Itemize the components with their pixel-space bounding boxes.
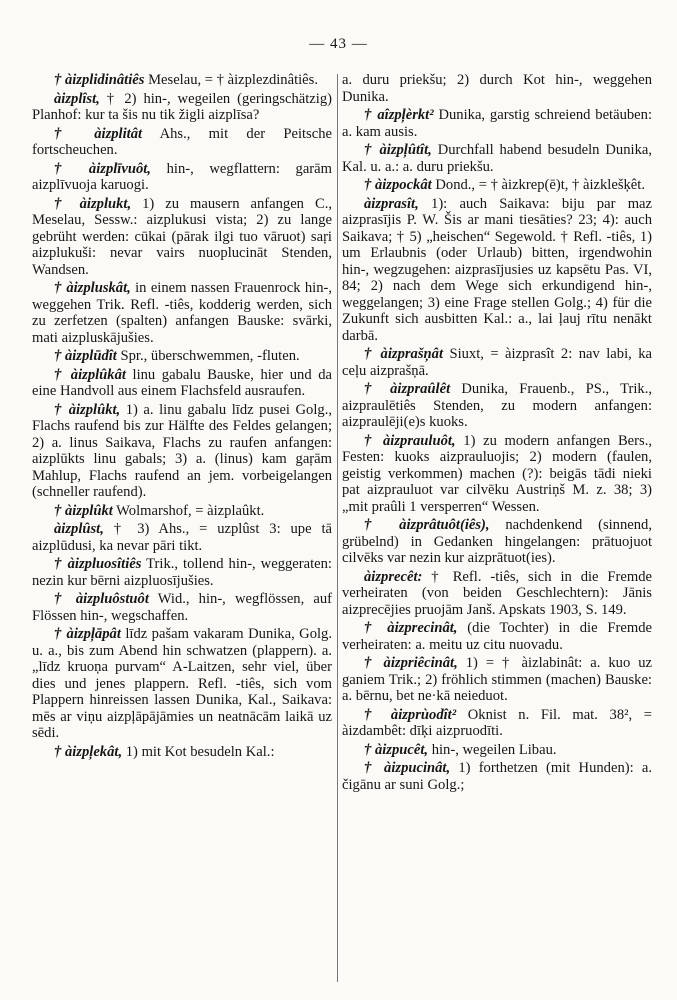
entry-headword: † àizplūdît — [54, 348, 117, 364]
dictionary-entry — [342, 381, 652, 431]
right-column — [342, 72, 652, 992]
entry-headword: † àizpockât — [364, 177, 432, 193]
dictionary-entry — [32, 196, 332, 279]
entry-text: Dond., = † àizkrep(ē)t, † àizklešķêt. — [431, 177, 645, 193]
dictionary-entry — [32, 126, 332, 159]
dictionary-entry — [342, 196, 652, 345]
dictionary-entry — [342, 760, 652, 793]
entry-headword: † àizpluôstuôt — [54, 591, 149, 607]
entry-text: linu gabalu Bauske, hier und da eine Handvoll aus einem Flachsfeld ausraufen. — [32, 366, 332, 399]
entry-headword: àizprasît, — [364, 195, 419, 212]
dictionary-entry — [32, 556, 332, 589]
entry-headword: àizplîst, — [54, 90, 100, 107]
dictionary-entry — [342, 177, 652, 194]
dictionary-entry — [32, 402, 332, 501]
entry-headword: † àizplûkt — [54, 502, 113, 519]
entry-text: līdz pašam vakaram Dunika, Golg. u. a., bis zum Abend hin schwatzen (plappern). a. „līdz kruoņa purvam“ A-Laitzen, sehr viel, über dies und jenes plappern. Refl. -tiês, sich vom Plappern hinreissen lassen Dunika, Kal., Saikava: mēs ar viņu aizpļāpājāmies un neatnācām laikā uz sēdi. — [32, 626, 332, 741]
entry-headword: † àizplûkt, — [54, 401, 121, 418]
entry-headword: † àizplûkât — [54, 366, 126, 383]
dictionary-entry — [32, 626, 332, 742]
entry-headword: † aîzpļèrkt² — [364, 107, 434, 123]
entry-text: 1) zu mausern anfangen C., Meselau, Sessw.: aizplukusi vista; 2) zu lange gebrüht werden: cūkai (pārak ilgi tuo vāruot) saŗi aizplukuši: nevar vairs nuoplucināt Stenden, Wandsen. — [32, 195, 332, 278]
entry-text: hin-, wegflattern: garām aizplīvuoja karuogi. — [32, 160, 332, 193]
entry-headword: † àizpluskât, — [54, 280, 131, 296]
dictionary-entry — [342, 142, 652, 175]
entry-text: Trik., tollend hin-, weggeraten: nezin kur bērni aizpluosījušies. — [32, 556, 332, 589]
entry-headword: † àizplīvuôt, — [54, 160, 151, 177]
dictionary-entry — [342, 517, 652, 567]
entry-text: Ahs., mit der Peitsche fortscheuchen. — [32, 125, 332, 158]
left-column — [32, 72, 332, 992]
entry-headword: † àizpļekât, — [54, 743, 123, 760]
dictionary-entry — [342, 742, 652, 759]
entry-headword: † àizpļûtît, — [364, 142, 432, 158]
entry-text: hin-, wegeilen Libau. — [428, 741, 557, 758]
entry-text: † 2) hin-, wegeilen (geringschätzig) Planhof: kur ta šis nu tik žigli aizplīsa? — [32, 90, 332, 123]
entry-text: nachdenkend (sinnend, grübelnd) in Gedanken hingelangen: prātuojuot cilvēks var nezin kur aizprātuot(ies). — [342, 517, 652, 566]
dictionary-entry — [32, 348, 332, 365]
entry-text: Wolmarshof, = àizplaûkt. — [112, 502, 265, 519]
dictionary-entry — [342, 107, 652, 140]
entry-headword: àizplûst, — [54, 521, 104, 537]
dictionary-entry-continued — [342, 72, 652, 105]
entry-headword: àizprecêt: — [364, 568, 423, 585]
entry-text: Siuxt, = àizprasît 2: nav labi, ka ceļu aizprašņā. — [342, 346, 652, 379]
entry-text: 1) = † àizlabinât: a. kuo uz ganiem Trik.; 2) fröhlich stimmen (machen) Bauske: a. bērnu, bet ne·kā neieduot. — [342, 655, 652, 704]
dictionary-entry — [32, 280, 332, 346]
dictionary-entry — [342, 655, 652, 705]
entry-text: 1) a. linu gabalu līdz pusei Golg., Flachs raufend bis zur Hälfte des Feldes gelangen; 2) a. linus Saikava, Flachs zu raufen anfangen: aizplūkts linu gabals; 3) a. (linus) kam gaŗām Mahlup, Flachs raufend an jem. vorbeigelangen (schneller raufend). — [32, 401, 332, 500]
entry-headword: † àizplidinâtiês — [54, 72, 145, 88]
entry-text: in einem nassen Frauenrock hin-, weggehen Trik. Refl. -tiês, kodderig werden, sich zu zerfetzen (spalten) anfangen Bauske: svārki, mati aizpluskājušies. — [32, 280, 332, 346]
dictionary-entry — [32, 744, 332, 761]
entry-headword: † àizprùodît² — [364, 706, 457, 723]
dictionary-entry — [342, 433, 652, 516]
dictionary-entry — [32, 591, 332, 624]
entry-headword: † àizpucinât, — [364, 760, 451, 776]
entry-headword: † àizprašņât — [364, 346, 443, 362]
entry-text: 1) forthetzen (mit Hunden): a. čigānu ar suni Golg.; — [342, 760, 652, 793]
page-number: — 43 — — [309, 36, 368, 52]
entry-headword: † àizpluosîtiês — [54, 556, 142, 572]
entry-headword: † àizprâtuôt(iês), — [364, 517, 490, 533]
column-divider — [337, 74, 338, 982]
entry-text: Oknist n. Fil. mat. 38², = àizdambêt: dīķi aizpruodīti. — [342, 706, 652, 739]
dictionary-entry — [32, 161, 332, 194]
entry-headword: † àizpraûlêt — [364, 381, 451, 397]
entry-headword: † àizpļāpât — [54, 626, 121, 642]
dictionary-entry — [32, 91, 332, 124]
entry-text: a. duru priekšu; 2) durch Kot hin-, weggehen Dunika. — [342, 72, 652, 105]
entry-text: Meselau, = † àizplezdinâtiês. — [144, 72, 318, 88]
entry-text: Durchfall habend besudeln Dunika, Kal. u. a.: a. duru priekšu. — [342, 142, 652, 175]
dictionary-entry — [342, 346, 652, 379]
entry-text: 1) zu modern anfangen Bers., Festen: kuoks aizprauluojis; 2) modern (faulen, geistig verkommen) machen (?): beigās tādi nieki pat aizprauluot var cilvēku Austriņš M. z. 38; 3) „mit praûli 1 versperren“ Wessen. — [342, 432, 652, 515]
entry-text: Dunika, garstig schreiend betäuben: a. kam ausis. — [342, 107, 652, 140]
dictionary-entry — [32, 72, 332, 89]
entry-headword: † àizprauluôt, — [364, 432, 456, 449]
dictionary-entry — [32, 367, 332, 400]
entry-text: (die Tochter) in die Fremde verheiraten: a. meitu uz citu nuovadu. — [342, 620, 652, 653]
entry-text: Dunika, Frauenb., PS., Trik., aizpraulētiês Stenden, zu modern anfangen: aizpraulēji(e)s kuoks. — [342, 381, 652, 430]
dictionary-entry — [342, 707, 652, 740]
entry-text: Spr., überschwemmen, -fluten. — [116, 348, 300, 364]
dictionary-entry — [32, 521, 332, 554]
entry-headword: † àizplukt, — [54, 195, 132, 212]
entry-text: Wid., hin-, wegflössen, auf Flössen hin-, wegschaffen. — [32, 591, 332, 624]
entry-text: † Refl. -tiês, sich in die Fremde verheiraten (von beiden Geschlechtern): Jānis aizprecējies pruojām Janš. Apskats 1903, S. 149. — [342, 568, 652, 618]
entry-headword: † àizplitât — [54, 125, 143, 142]
dictionary-entry — [342, 569, 652, 619]
entry-headword: † àizpriêcinât, — [364, 655, 458, 671]
entry-headword: † àizpucêt, — [364, 741, 429, 758]
dictionary-entry — [342, 620, 652, 653]
dictionary-entry — [32, 503, 332, 520]
entry-text: 1) mit Kot besudeln Kal.: — [122, 743, 275, 760]
entry-text: † 3) Ahs., = uzplûst 3: upe tā aizplūdusi, ka nevar pāri tikt. — [32, 521, 332, 554]
entry-headword: † àizprecinât, — [364, 620, 458, 636]
entry-text: 1): auch Saikava: biju par maz aizprasījis P. W. Šis ar mani tiesāties? 23; 4): auch Saikava; † 5) „heischen“ Segewold. † Refl. -tiês, 1) um Erlaubnis (oder Urlaub) bitten, irgendwohin hin-, wegzugehen: aizprasījusies uz kapsētu Pas. VI, 84; 2) nach dem Wege sich erkundigend hin-, weggelangen; 3) eine Frage stellen Golg.; 4) für die Zukunft sich ausbitten Kal.: a., lai ļauj rītu nenākt darbā. — [342, 195, 652, 344]
